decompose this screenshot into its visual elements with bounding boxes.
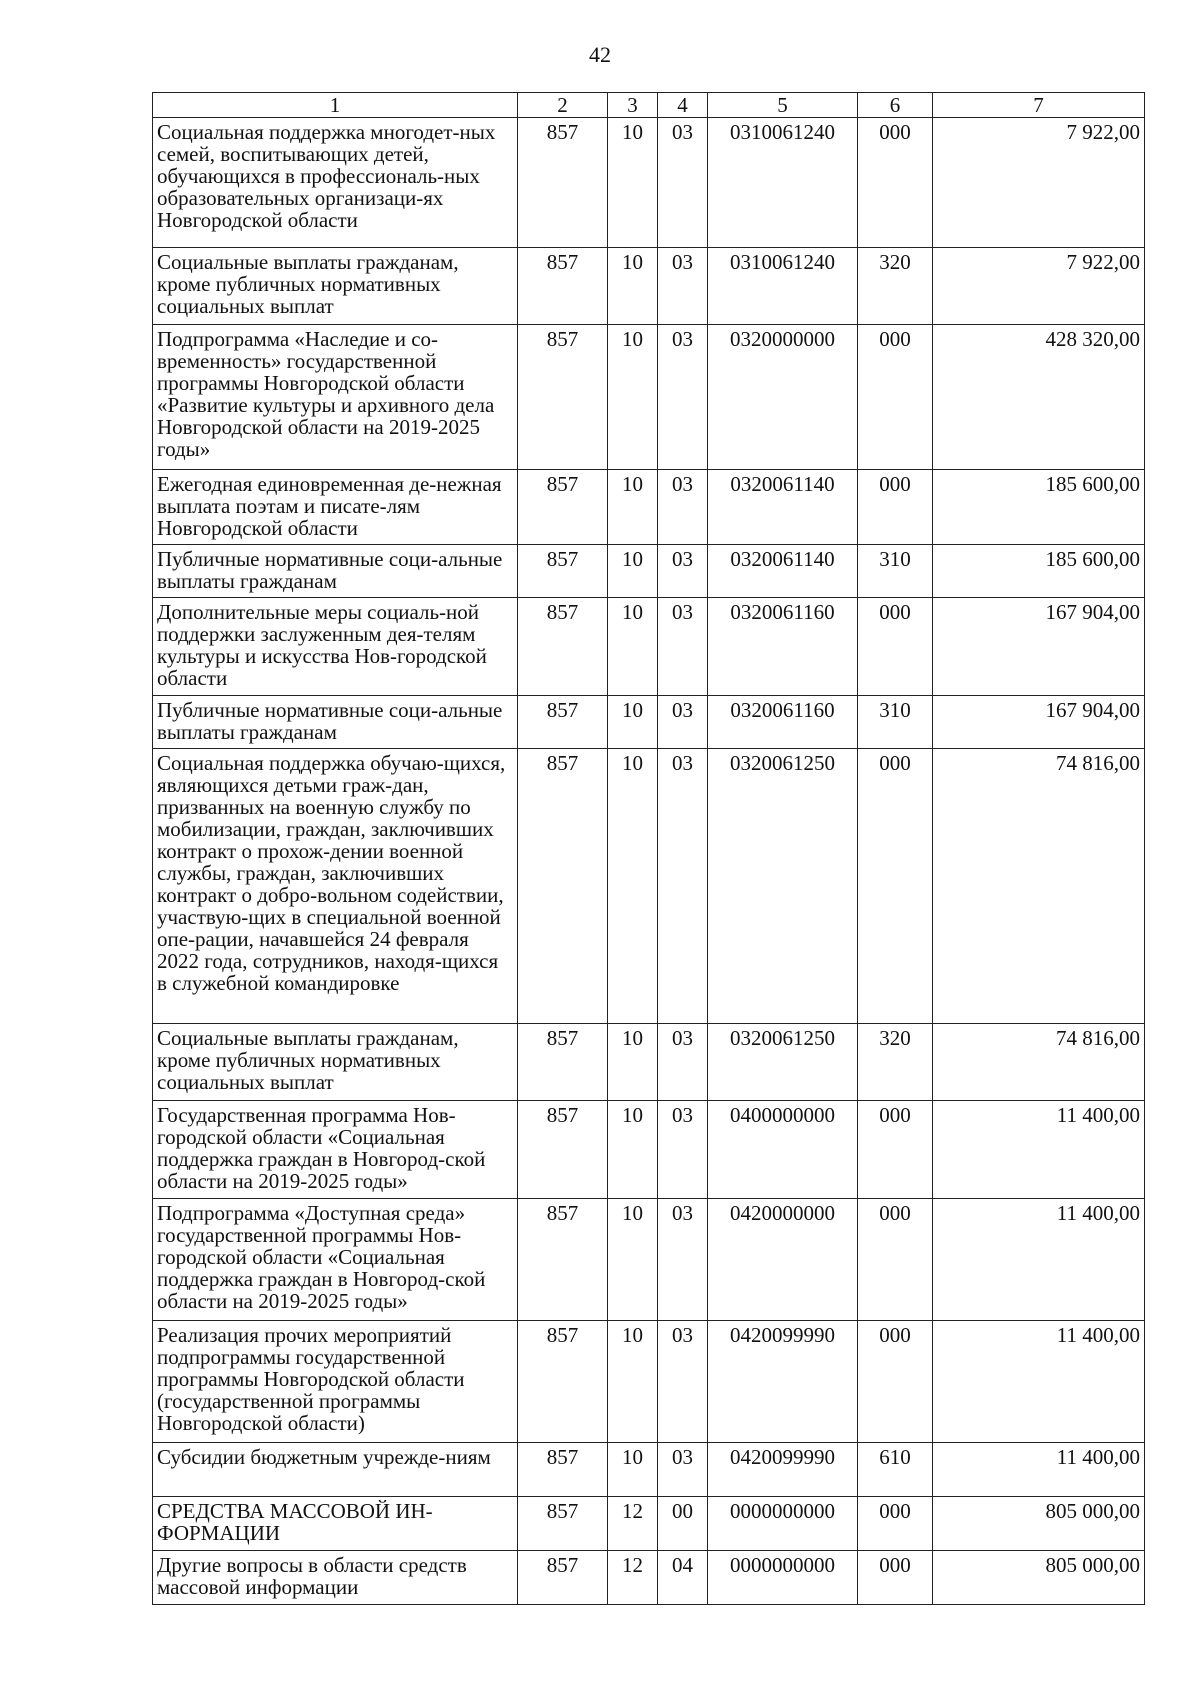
row-name: СРЕДСТВА МАССОВОЙ ИН-ФОРМАЦИИ bbox=[153, 1497, 518, 1551]
row-name: Подпрограмма «Доступная среда» государственной программы Нов-городской области «Социальная поддержка граждан в Новгород-ской области на 2019-2025 годы» bbox=[153, 1199, 518, 1321]
table-row bbox=[153, 1497, 1145, 1551]
table-row bbox=[153, 1101, 1145, 1199]
row-target-code: 0310061240 bbox=[708, 118, 858, 248]
row-target-code: 0000000000 bbox=[708, 1551, 858, 1605]
row-name: Государственная программа Нов-городской области «Социальная поддержка граждан в Новгород-ской области на 2019-2025 годы» bbox=[153, 1101, 518, 1199]
row-section: 10 bbox=[608, 545, 658, 598]
row-subsection: 03 bbox=[658, 1443, 708, 1497]
row-subsection: 03 bbox=[658, 545, 708, 598]
table-row bbox=[153, 1024, 1145, 1101]
row-amount: 185 600,00 bbox=[933, 545, 1145, 598]
row-section: 10 bbox=[608, 749, 658, 1024]
row-subsection: 03 bbox=[658, 325, 708, 470]
table-row bbox=[153, 545, 1145, 598]
row-section: 10 bbox=[608, 1321, 658, 1443]
row-amount: 7 922,00 bbox=[933, 118, 1145, 248]
row-subsection: 03 bbox=[658, 598, 708, 696]
row-section: 10 bbox=[608, 1199, 658, 1321]
row-expense-type: 000 bbox=[858, 1497, 933, 1551]
row-name: Дополнительные меры социаль-ной поддержки заслуженным дея-телям культуры и искусства Нов-городской области bbox=[153, 598, 518, 696]
table-row bbox=[153, 1321, 1145, 1443]
table-row bbox=[153, 696, 1145, 749]
row-target-code: 0320061160 bbox=[708, 696, 858, 749]
row-name: Другие вопросы в области средств массовой информации bbox=[153, 1551, 518, 1605]
row-expense-type: 000 bbox=[858, 1321, 933, 1443]
row-target-code: 0420099990 bbox=[708, 1443, 858, 1497]
row-target-code: 0000000000 bbox=[708, 1497, 858, 1551]
row-amount: 11 400,00 bbox=[933, 1101, 1145, 1199]
row-expense-type: 310 bbox=[858, 545, 933, 598]
row-code: 857 bbox=[518, 325, 608, 470]
row-amount: 74 816,00 bbox=[933, 749, 1145, 1024]
row-target-code: 0320061250 bbox=[708, 1024, 858, 1101]
row-name: Публичные нормативные соци-альные выплаты гражданам bbox=[153, 545, 518, 598]
row-expense-type: 000 bbox=[858, 470, 933, 545]
row-code: 857 bbox=[518, 598, 608, 696]
row-amount: 805 000,00 bbox=[933, 1497, 1145, 1551]
row-section: 10 bbox=[608, 470, 658, 545]
row-subsection: 04 bbox=[658, 1551, 708, 1605]
row-amount: 805 000,00 bbox=[933, 1551, 1145, 1605]
row-code: 857 bbox=[518, 749, 608, 1024]
row-section: 10 bbox=[608, 325, 658, 470]
row-name: Социальная поддержка обучаю-щихся, являющихся детьми граж-дан, призванных на военную службу по мобилизации, граждан, заключивших контракт о прохож-дении военной службы, граждан, заключивших контракт о добро-вольном содействии, участвую-щих в специальной военной опе-рации, начавшейся 24 февраля 2022 года, сотрудников, находя-щихся в служебной командировке bbox=[153, 749, 518, 1024]
header-row bbox=[153, 93, 1145, 118]
row-code: 857 bbox=[518, 1443, 608, 1497]
row-amount: 167 904,00 bbox=[933, 598, 1145, 696]
row-expense-type: 610 bbox=[858, 1443, 933, 1497]
column-header: 4 bbox=[658, 93, 708, 118]
row-amount: 74 816,00 bbox=[933, 1024, 1145, 1101]
row-amount: 428 320,00 bbox=[933, 325, 1145, 470]
table-row bbox=[153, 1443, 1145, 1497]
row-expense-type: 000 bbox=[858, 1101, 933, 1199]
row-section: 10 bbox=[608, 1101, 658, 1199]
row-target-code: 0420099990 bbox=[708, 1321, 858, 1443]
table-row bbox=[153, 470, 1145, 545]
row-name: Социальные выплаты гражданам, кроме публичных нормативных социальных выплат bbox=[153, 1024, 518, 1101]
column-header: 3 bbox=[608, 93, 658, 118]
row-amount: 167 904,00 bbox=[933, 696, 1145, 749]
row-code: 857 bbox=[518, 1321, 608, 1443]
row-code: 857 bbox=[518, 1497, 608, 1551]
row-subsection: 00 bbox=[658, 1497, 708, 1551]
row-subsection: 03 bbox=[658, 248, 708, 325]
column-header: 5 bbox=[708, 93, 858, 118]
row-name: Социальная поддержка многодет-ных семей, воспитывающих детей, обучающихся в профессиональ-ных образовательных организаци-ях Новгородской области bbox=[153, 118, 518, 248]
row-expense-type: 000 bbox=[858, 1551, 933, 1605]
row-section: 10 bbox=[608, 696, 658, 749]
row-subsection: 03 bbox=[658, 1101, 708, 1199]
table-row bbox=[153, 598, 1145, 696]
row-code: 857 bbox=[518, 1199, 608, 1321]
row-section: 10 bbox=[608, 248, 658, 325]
row-expense-type: 000 bbox=[858, 118, 933, 248]
row-subsection: 03 bbox=[658, 749, 708, 1024]
row-section: 10 bbox=[608, 118, 658, 248]
table-row bbox=[153, 118, 1145, 248]
row-name: Публичные нормативные соци-альные выплаты гражданам bbox=[153, 696, 518, 749]
row-amount: 11 400,00 bbox=[933, 1199, 1145, 1321]
row-subsection: 03 bbox=[658, 696, 708, 749]
row-code: 857 bbox=[518, 248, 608, 325]
table-row bbox=[153, 1551, 1145, 1605]
row-expense-type: 000 bbox=[858, 325, 933, 470]
table-row bbox=[153, 749, 1145, 1024]
row-target-code: 0420000000 bbox=[708, 1199, 858, 1321]
row-name: Субсидии бюджетным учрежде-ниям bbox=[153, 1443, 518, 1497]
row-amount: 7 922,00 bbox=[933, 248, 1145, 325]
row-section: 10 bbox=[608, 1443, 658, 1497]
budget-table bbox=[152, 92, 1145, 1605]
row-section: 10 bbox=[608, 598, 658, 696]
row-expense-type: 320 bbox=[858, 248, 933, 325]
row-section: 12 bbox=[608, 1551, 658, 1605]
row-subsection: 03 bbox=[658, 1199, 708, 1321]
row-subsection: 03 bbox=[658, 1024, 708, 1101]
row-code: 857 bbox=[518, 1024, 608, 1101]
table-row bbox=[153, 248, 1145, 325]
column-header: 6 bbox=[858, 93, 933, 118]
table-row bbox=[153, 325, 1145, 470]
table-row bbox=[153, 1199, 1145, 1321]
row-code: 857 bbox=[518, 1551, 608, 1605]
row-amount: 185 600,00 bbox=[933, 470, 1145, 545]
row-target-code: 0320061250 bbox=[708, 749, 858, 1024]
row-name: Социальные выплаты гражданам, кроме публичных нормативных социальных выплат bbox=[153, 248, 518, 325]
row-amount: 11 400,00 bbox=[933, 1443, 1145, 1497]
row-expense-type: 000 bbox=[858, 1199, 933, 1321]
row-expense-type: 000 bbox=[858, 598, 933, 696]
page-number: 42 bbox=[589, 42, 611, 67]
row-amount: 11 400,00 bbox=[933, 1321, 1145, 1443]
row-subsection: 03 bbox=[658, 1321, 708, 1443]
row-code: 857 bbox=[518, 118, 608, 248]
row-code: 857 bbox=[518, 696, 608, 749]
column-header: 7 bbox=[933, 93, 1145, 118]
row-section: 12 bbox=[608, 1497, 658, 1551]
row-section: 10 bbox=[608, 1024, 658, 1101]
row-subsection: 03 bbox=[658, 470, 708, 545]
row-subsection: 03 bbox=[658, 118, 708, 248]
row-name: Реализация прочих мероприятий подпрограммы государственной программы Новгородской области (государственной программы Новгородской области) bbox=[153, 1321, 518, 1443]
column-header: 2 bbox=[518, 93, 608, 118]
row-name: Ежегодная единовременная де-нежная выплата поэтам и писате-лям Новгородской области bbox=[153, 470, 518, 545]
row-code: 857 bbox=[518, 545, 608, 598]
row-expense-type: 000 bbox=[858, 749, 933, 1024]
row-target-code: 0320061140 bbox=[708, 545, 858, 598]
row-target-code: 0310061240 bbox=[708, 248, 858, 325]
row-name: Подпрограмма «Наследие и со-временность» государственной программы Новгородской области «Развитие культуры и архивного дела Новгородской области на 2019-2025 годы» bbox=[153, 325, 518, 470]
row-target-code: 0400000000 bbox=[708, 1101, 858, 1199]
row-target-code: 0320061140 bbox=[708, 470, 858, 545]
row-code: 857 bbox=[518, 470, 608, 545]
row-expense-type: 320 bbox=[858, 1024, 933, 1101]
row-code: 857 bbox=[518, 1101, 608, 1199]
column-header: 1 bbox=[153, 93, 518, 118]
row-target-code: 0320061160 bbox=[708, 598, 858, 696]
row-target-code: 0320000000 bbox=[708, 325, 858, 470]
row-expense-type: 310 bbox=[858, 696, 933, 749]
